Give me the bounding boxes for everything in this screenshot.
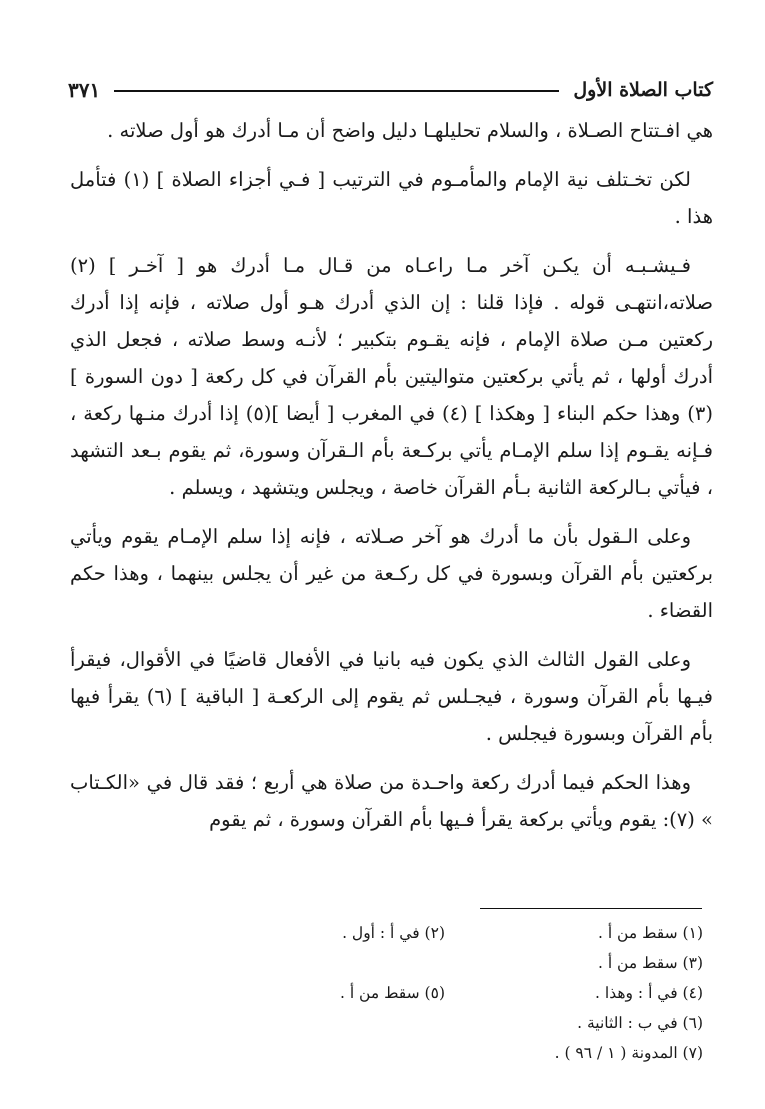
footnote-row <box>70 918 703 948</box>
footnote-row <box>70 978 703 1008</box>
book-title: كتاب الصلاة الأول <box>573 79 713 101</box>
paragraph-2: لكن تخـتلف نية الإمام والمأمـوم في الترتيب [ فـي أجزاء الصلاة ] (١) فتأمل هذا . <box>70 168 713 228</box>
paragraph-5: وعلى القول الثالث الذي يكون فيه بانيا في الأفعال قاضيًا في الأقوال، فيقرأ فيـها بأم القرآن وسورة ، فيجـلس ثم يقوم إلى الركعـة [ الباقية ] (٦) يقرأ فيها بأم القرآن وبسورة فيجلس . <box>70 648 713 745</box>
footnote-6: (٦) في ب : الثانية . <box>577 1014 703 1032</box>
paragraph-4: وعلى الـقول بأن ما أدرك هو آخر صـلاته ، فإنه إذا سلم الإمـام يقوم ويأتي بركعتين بأم القرآن وبسورة في كل ركـعة من غير أن يجلس بينهما ، وهذا حكم القضاء . <box>70 525 713 622</box>
main-text <box>70 112 713 850</box>
footnote-row <box>70 1038 703 1068</box>
footnote-separator <box>480 908 702 909</box>
running-header <box>68 64 713 104</box>
footnote-row <box>70 1008 703 1038</box>
paragraph-1: هي افـتتاح الصـلاة ، والسلام تحليلهـا دليل واضح أن مـا أدرك هو أول صلاته . <box>107 119 713 142</box>
footnote-2: (٢) في أ : أول . <box>342 924 445 942</box>
page-number: ٣٧١ <box>68 78 101 102</box>
footnote-3: (٣) سقط من أ . <box>597 954 703 972</box>
paragraph-6: وهذا الحكم فيما أدرك ركعة واحـدة من صلاة هي أربع ؛ فقد قال في «الكـتاب » (٧): يقوم ويأتي بركعة يقرأ فـيها بأم القرآن وسورة ، ثم يقوم <box>70 771 713 831</box>
footnote-row <box>70 948 703 978</box>
footnote-4: (٤) في أ : وهذا . <box>595 984 703 1002</box>
header-rule <box>114 90 559 92</box>
footnote-1: (١) سقط من أ . <box>597 924 703 942</box>
footnotes <box>70 918 703 1068</box>
footnote-7: (٧) المدونة ( ١ / ٩٦ ) . <box>554 1044 703 1062</box>
footnote-5: (٥) سقط من أ . <box>339 984 445 1002</box>
paragraph-3: فـيشـبـه أن يكـن آخر مـا راعـاه من قـال مـا أدرك هو [ آخـر ] (٢) صلاته،انتهـى قوله . فإذا قلنا : إن الذي أدرك هـو أول صلاته ، فإنه إذا أدرك ركعتين مـن صلاة الإمام ، فإنه يقـوم بتكبير ؛ لأنـه وسط صلاته ، فجعل الذي أدرك أولها ، ثم يأتي بركعتين متواليتين بأم القرآن في كل ركعة [ دون السورة ] (٣) وهذا حكم البناء [ وهكذا ] (٤) في المغرب [ أيضا ](٥) إذا أدرك منـها ركعة ، فـإنه يقـوم إذا سلم الإمـام يأتي بركـعة بأم الـقرآن وسورة، ثم يقوم بـعد التشهد ، فيأتي بـالركعة الثانية بـأم القرآن خاصة ، ويجلس ويتشهد ، ويسلم . <box>70 254 713 499</box>
